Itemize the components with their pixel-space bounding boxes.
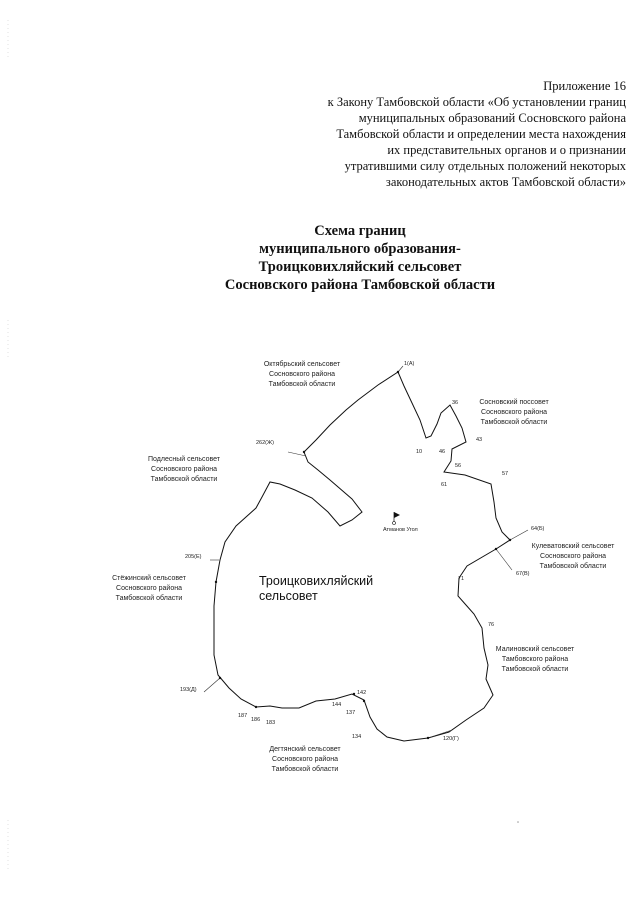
vertex-dot bbox=[353, 693, 355, 695]
annex-line: Приложение 16 bbox=[543, 79, 626, 93]
neighbor-label-line: Сосновского района bbox=[269, 371, 335, 378]
title-line: Троицковихляйский сельсовет bbox=[258, 259, 462, 275]
neighbor-styozhinsky bbox=[112, 574, 187, 602]
title-line: муниципального образования- bbox=[259, 241, 461, 257]
vertex-dot bbox=[397, 371, 399, 373]
neighbor-label-line: Тамбовской области bbox=[539, 563, 607, 570]
vertex-dot bbox=[363, 700, 365, 702]
neighbor-podlesny bbox=[148, 455, 221, 483]
settlement-label: Атманов Угол bbox=[383, 527, 418, 533]
neighbor-label-line: Сосновского района bbox=[540, 553, 606, 560]
neighbor-label-line: Тамбовской области bbox=[150, 476, 218, 483]
point-label-e: 205(Е) bbox=[185, 554, 202, 560]
neighbor-label-line: Тамбовской области bbox=[501, 666, 569, 673]
vertex-dot bbox=[219, 677, 221, 679]
point-label-v: 67(В) bbox=[516, 571, 530, 577]
point-label: 57 bbox=[502, 471, 509, 477]
neighbor-label-line: Сосновского района bbox=[481, 409, 547, 416]
boundary-line bbox=[214, 372, 510, 741]
annex-line: утратившими силу отдельных положений некоторых bbox=[344, 159, 626, 173]
vertex-dot bbox=[303, 451, 305, 453]
point-label: 56 bbox=[455, 463, 462, 469]
annex-line: их представительных органов и о признании bbox=[387, 143, 626, 157]
neighbor-label-line: Кулеватовский сельсовет bbox=[531, 543, 615, 550]
point-label: 76 bbox=[488, 622, 495, 628]
annex-line: муниципальных образований Сосновского района bbox=[358, 111, 626, 125]
neighbor-label-line: Тамбовской области bbox=[271, 766, 339, 773]
leader-line-v bbox=[496, 549, 512, 570]
point-label: 187 bbox=[238, 713, 248, 719]
vertex-dot bbox=[509, 539, 511, 541]
point-label: 144 bbox=[332, 702, 342, 708]
neighbor-label-line: Октябрьский сельсовет bbox=[263, 361, 341, 368]
scan-mark bbox=[517, 821, 519, 823]
neighbor-label-line: Сосновского района bbox=[116, 585, 182, 592]
neighbor-label-line: Тамбовской области bbox=[268, 381, 336, 388]
neighbor-label-line: Тамбовской области bbox=[115, 595, 183, 602]
point-label: 71 bbox=[458, 576, 465, 582]
annex-line: законодательных актов Тамбовской области» bbox=[385, 175, 626, 189]
leader-line-d bbox=[204, 678, 220, 692]
annex-line: Тамбовской области и определении места нахождения bbox=[336, 127, 626, 141]
annex-line: к Закону Тамбовской области «Об установлении границ bbox=[327, 95, 626, 109]
neighbor-label-line: Сосновского района bbox=[151, 466, 217, 473]
point-label: 142 bbox=[357, 690, 367, 696]
neighbor-label-line: Тамбовского района bbox=[501, 656, 569, 663]
territory-label-line: сельсовет bbox=[259, 589, 318, 603]
neighbor-label-line: Стёжинский сельсовет bbox=[112, 575, 186, 582]
neighbor-label-line: Дегтянский сельсовет bbox=[269, 746, 341, 753]
neighbor-label-line: Малиновский сельсовет bbox=[495, 646, 575, 653]
neighbor-label-line: Сосновского района bbox=[272, 756, 338, 763]
neighbor-degtyansky bbox=[269, 745, 341, 773]
vertex-dot bbox=[255, 706, 257, 708]
point-label: 61 bbox=[441, 482, 448, 488]
point-label: 36 bbox=[452, 400, 459, 406]
point-label: 10 bbox=[416, 449, 423, 455]
point-label: 43 bbox=[476, 437, 483, 443]
point-label: 137 bbox=[346, 710, 356, 716]
point-label: 134 bbox=[352, 734, 362, 740]
neighbor-malinovsky bbox=[496, 645, 575, 673]
leader-line-b bbox=[510, 530, 528, 540]
settlement-marker-icon bbox=[393, 512, 401, 525]
neighbor-label-line: Сосновский поссовет bbox=[479, 399, 549, 406]
neighbor-kuleevatovsky bbox=[532, 542, 615, 570]
neighbor-label-line: Подлесный сельсовет bbox=[148, 456, 220, 463]
neighbor-oktyabrsky bbox=[264, 360, 341, 388]
neighbor-label-line: Тамбовской области bbox=[480, 419, 548, 426]
vertex-dot bbox=[215, 581, 217, 583]
title-line: Сосновского района Тамбовской области bbox=[224, 277, 496, 293]
point-label-zh: 262(Ж) bbox=[256, 440, 274, 446]
point-label: 186 bbox=[251, 717, 261, 723]
point-label-d: 193(Д) bbox=[180, 687, 197, 693]
point-label-g: 120(Г) bbox=[443, 736, 459, 742]
point-label: 46 bbox=[439, 449, 446, 455]
territory-label-line: Троицковихляйский bbox=[259, 574, 374, 588]
point-label-a: 1(А) bbox=[404, 361, 415, 367]
point-label: 183 bbox=[266, 720, 276, 726]
vertex-dot bbox=[427, 737, 429, 739]
title-line: Схема границ bbox=[314, 223, 406, 239]
vertex-dot bbox=[495, 548, 497, 550]
point-label-b: 64(Б) bbox=[531, 526, 545, 532]
neighbor-sosnovsky bbox=[479, 398, 549, 426]
